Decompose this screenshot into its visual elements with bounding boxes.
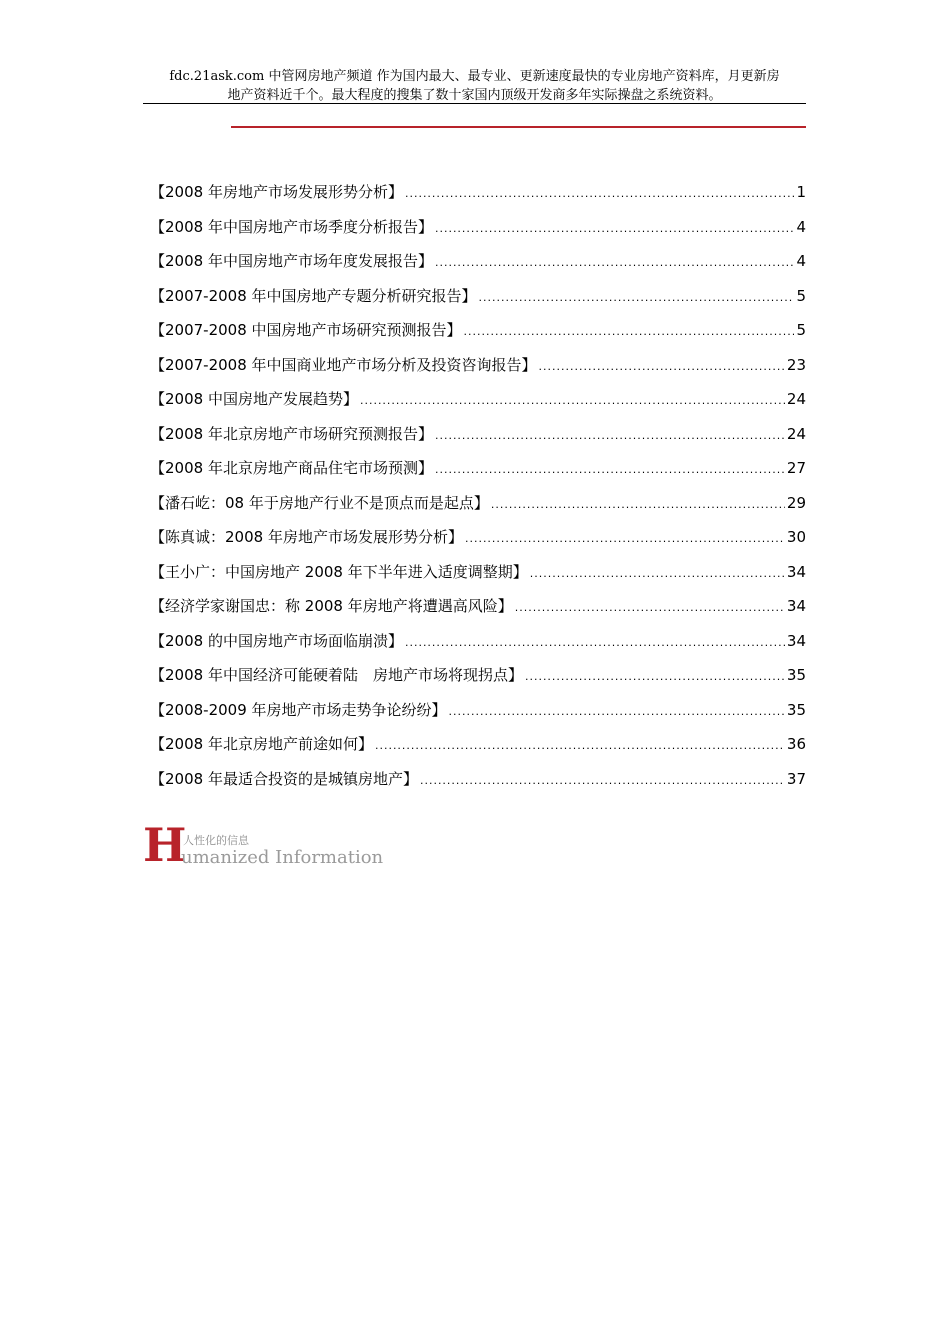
toc-dot-leader <box>435 460 785 480</box>
logo-letter: H <box>143 818 187 872</box>
toc-entry[interactable] <box>150 562 806 597</box>
toc-entry-title: 【2008 年北京房地产市场研究预测报告】 <box>150 424 433 443</box>
toc-entry-page-number: 35 <box>786 700 806 719</box>
toc-dot-leader <box>479 288 795 308</box>
toc-dot-leader <box>435 253 795 273</box>
table-of-contents <box>150 182 806 803</box>
toc-entry[interactable] <box>150 389 806 424</box>
toc-entry[interactable] <box>150 424 806 459</box>
toc-entry[interactable] <box>150 700 806 735</box>
toc-entry[interactable] <box>150 493 806 528</box>
toc-entry-page-number: 30 <box>786 528 806 546</box>
toc-entry-page-number: 36 <box>786 735 806 753</box>
toc-entry-page-number: 34 <box>786 562 806 581</box>
toc-entry[interactable] <box>150 631 806 666</box>
toc-entry-page-number: 29 <box>786 493 806 512</box>
logo-chinese-text: 人性化的信息 <box>183 834 249 847</box>
toc-entry-title: 【2007-2008 年中国房地产专题分析研究报告】 <box>150 286 477 305</box>
toc-entry[interactable] <box>150 355 806 390</box>
toc-entry[interactable] <box>150 251 806 286</box>
toc-dot-leader <box>420 771 785 791</box>
toc-entry-page-number: 23 <box>786 355 806 374</box>
toc-entry-page-number: 4 <box>796 252 806 270</box>
toc-dot-leader <box>435 426 785 446</box>
toc-dot-leader <box>405 184 795 204</box>
toc-entry-page-number: 24 <box>786 390 806 408</box>
toc-dot-leader <box>449 702 785 722</box>
toc-entry[interactable] <box>150 769 806 804</box>
page-header <box>143 67 806 105</box>
toc-entry-page-number: 4 <box>796 217 806 236</box>
toc-entry-title: 【2007-2008 年中国商业地产市场分析及投资咨询报告】 <box>150 355 537 374</box>
toc-dot-leader <box>375 736 785 756</box>
toc-entry-page-number: 34 <box>786 631 806 650</box>
toc-dot-leader <box>530 564 785 584</box>
toc-entry-page-number: 5 <box>796 321 806 339</box>
toc-entry[interactable] <box>150 320 806 355</box>
toc-entry-page-number: 5 <box>796 286 806 305</box>
toc-entry-title: 【2008-2009 年房地产市场走势争论纷纷】 <box>150 700 447 719</box>
toc-entry[interactable] <box>150 217 806 252</box>
toc-entry[interactable] <box>150 527 806 562</box>
toc-dot-leader <box>405 633 785 653</box>
toc-dot-leader <box>539 357 785 377</box>
toc-entry-title: 【2008 中国房地产发展趋势】 <box>150 390 358 408</box>
toc-dot-leader <box>491 495 785 515</box>
toc-entry-page-number: 24 <box>786 424 806 443</box>
toc-entry-page-number: 34 <box>786 597 806 615</box>
toc-entry-page-number: 27 <box>786 459 806 477</box>
header-line-2: 地产资料近千个。最大程度的搜集了数十家国内顶级开发商多年实际操盘之系统资料。 <box>227 88 722 103</box>
toc-entry[interactable] <box>150 596 806 631</box>
toc-entry-title: 【2008 年最适合投资的是城镇房地产】 <box>150 769 418 788</box>
toc-entry-title: 【2008 年北京房地产商品住宅市场预测】 <box>150 459 433 477</box>
toc-entry[interactable] <box>150 734 806 769</box>
toc-entry[interactable] <box>150 665 806 700</box>
toc-entry-title: 【潘石屹：08 年于房地产行业不是顶点而是起点】 <box>150 493 489 512</box>
toc-dot-leader <box>515 598 785 618</box>
toc-entry-title: 【经济学家谢国忠：称 2008 年房地产将遭遇高风险】 <box>150 597 513 615</box>
header-line-1: fdc.21ask.com 中管网房地产频道 作为国内最大、最专业、更新速度最快的专业房地产资料库，月更新房 <box>169 69 780 84</box>
accent-rule <box>231 126 806 128</box>
toc-entry-title: 【王小广：中国房地产 2008 年下半年进入适度调整期】 <box>150 562 528 581</box>
toc-entry-page-number: 37 <box>786 769 806 788</box>
toc-entry[interactable] <box>150 458 806 493</box>
toc-dot-leader <box>464 322 795 342</box>
toc-entry[interactable] <box>150 286 806 321</box>
header-rule <box>143 103 806 104</box>
toc-dot-leader <box>360 391 785 411</box>
toc-entry-title: 【2008 年中国经济可能硬着陆 房地产市场将现拐点】 <box>150 666 523 684</box>
toc-entry-title: 【2007-2008 中国房地产市场研究预测报告】 <box>150 321 462 339</box>
toc-entry-page-number: 35 <box>786 666 806 684</box>
toc-entry-page-number: 1 <box>796 183 806 201</box>
toc-entry-title: 【2008 年中国房地产市场季度分析报告】 <box>150 217 433 236</box>
humanized-information-logo <box>143 818 403 872</box>
toc-entry-title: 【2008 的中国房地产市场面临崩溃】 <box>150 631 403 650</box>
toc-dot-leader <box>465 529 785 549</box>
toc-entry-title: 【陈真诚：2008 年房地产市场发展形势分析】 <box>150 528 463 546</box>
toc-entry-title: 【2008 年房地产市场发展形势分析】 <box>150 183 403 201</box>
toc-dot-leader <box>525 667 785 687</box>
toc-entry-title: 【2008 年中国房地产市场年度发展报告】 <box>150 252 433 270</box>
toc-entry-title: 【2008 年北京房地产前途如何】 <box>150 735 373 753</box>
logo-english-text: umanized Information <box>181 847 384 868</box>
toc-entry[interactable] <box>150 182 806 217</box>
toc-dot-leader <box>435 219 795 239</box>
